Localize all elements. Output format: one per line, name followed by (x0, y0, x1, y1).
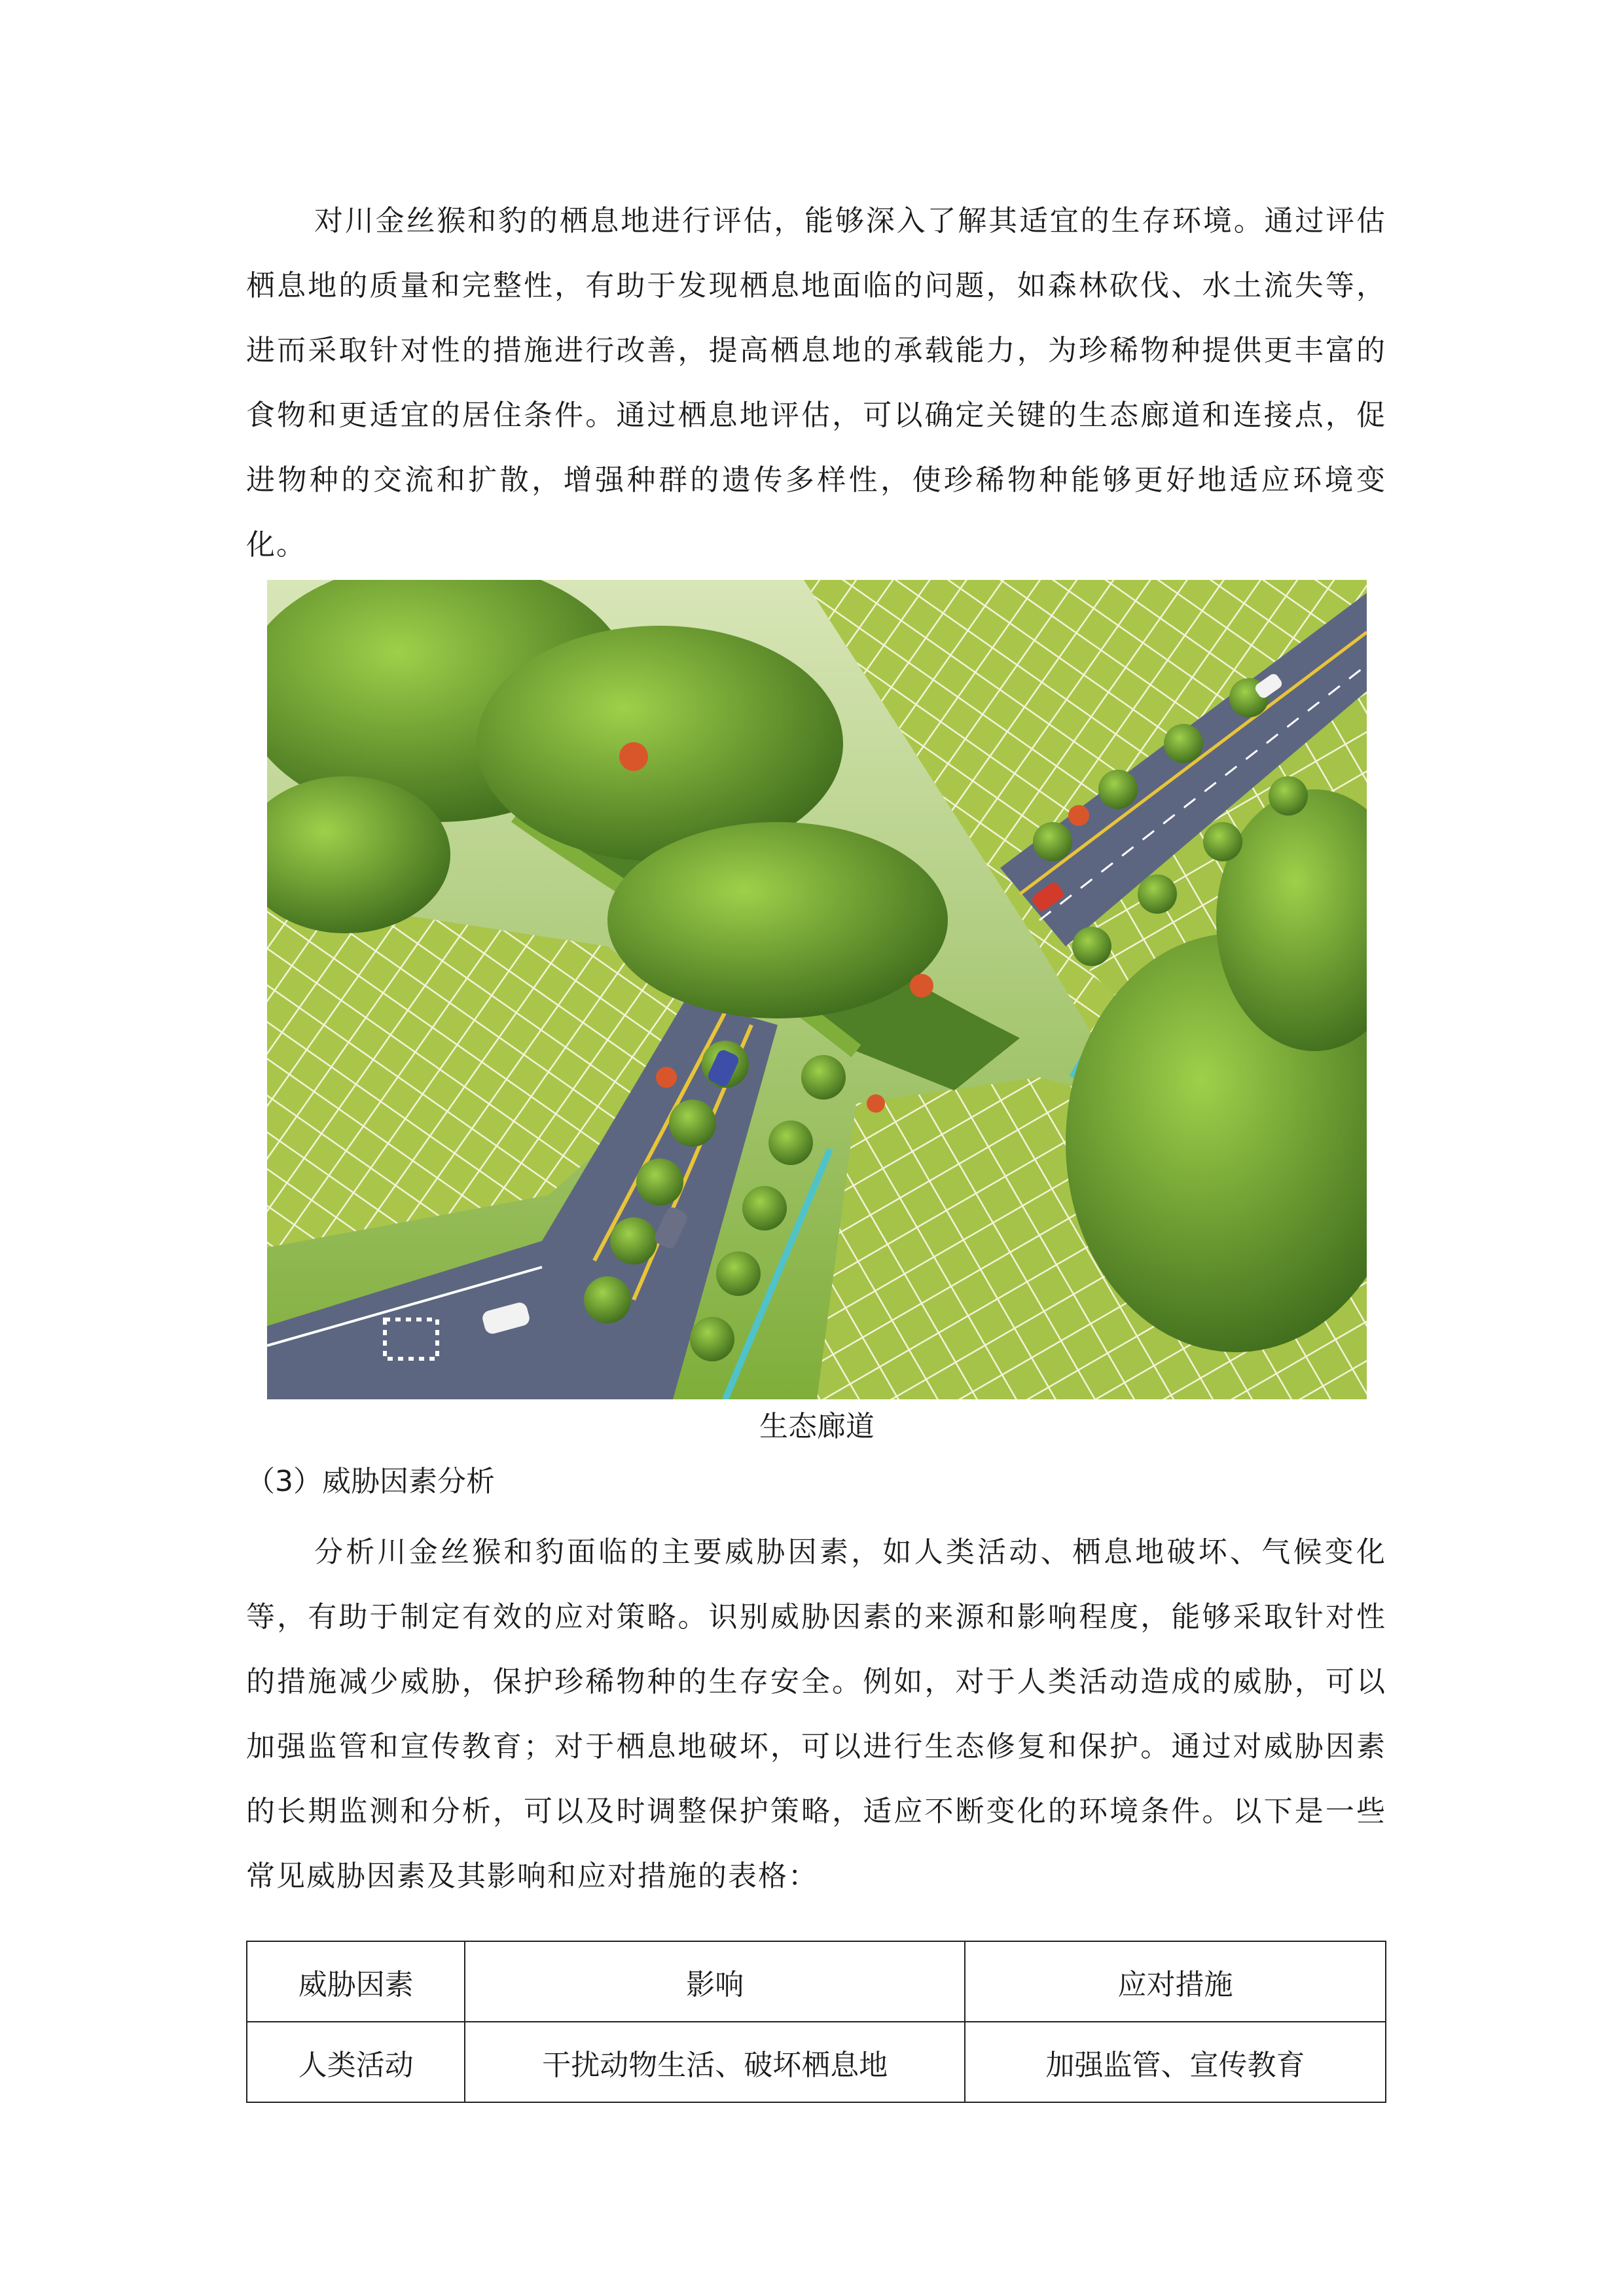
ecological-corridor-image (267, 580, 1367, 1399)
habitat-assessment-paragraph: 对川金丝猴和豹的栖息地进行评估，能够深入了解其适宜的生存环境。通过评估栖息地的质量和完整性，有助于发现栖息地面临的问题，如森林砍伐、水土流失等，进而采取针对性的措施进行改善，提高栖息地的承载能力，为珍稀物种提供更丰富的食物和更适宜的居住条件。通过栖息地评估，可以确定关键的生态廊道和连接点，促进物种的交流和扩散，增强种群的遗传多样性，使珍稀物种能够更好地适应环境变化。 (246, 204, 1386, 562)
table-header-cell: 应对措施 (965, 1941, 1386, 2022)
table-cell: 人类活动 (247, 2022, 465, 2102)
threat-analysis-paragraph: 分析川金丝猴和豹面临的主要威胁因素，如人类活动、栖息地破坏、气候变化等，有助于制定有效的应对策略。识别威胁因素的来源和影响程度，能够采取针对性的措施减少威胁，保护珍稀物种的生存安全。例如，对于人类活动造成的威胁，可以加强监管和宣传教育；对于栖息地破坏，可以进行生态修复和保护。通过对威胁因素的长期监测和分析，可以及时调整保护策略，适应不断变化的环境条件。以下是一些常见威胁因素及其影响和应对措施的表格： (246, 1535, 1386, 1893)
table-cell: 干扰动物生活、破坏栖息地 (465, 2022, 964, 2102)
threat-factors-table (246, 1941, 1386, 2103)
table-header-cell: 影响 (465, 1941, 964, 2022)
section-heading: （3）威胁因素分析 (246, 1465, 495, 1498)
figure-caption: 生态廊道 (759, 1410, 875, 1443)
table-header-cell: 威胁因素 (247, 1941, 465, 2022)
table-header-row (247, 1941, 1386, 2022)
table-cell: 加强监管、宣传教育 (965, 2022, 1386, 2102)
table-row (247, 2022, 1386, 2102)
